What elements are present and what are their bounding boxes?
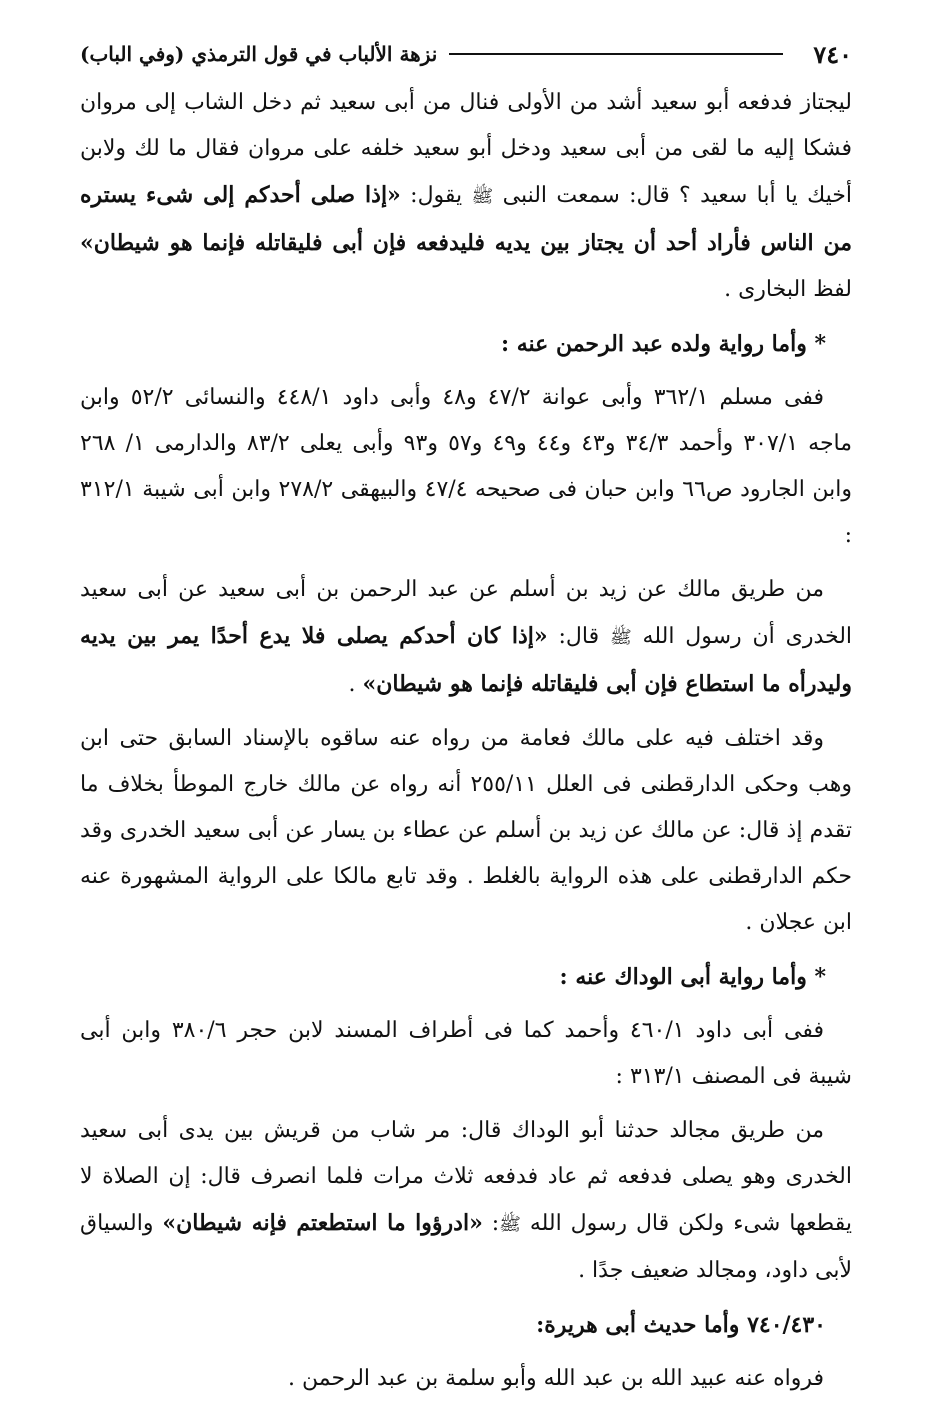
section-heading-abu-alwaddak: * وأما رواية أبى الوداك عنه : bbox=[559, 964, 826, 990]
paragraph-5: ففى أبى داود ٤٦٠/١ وأحمد كما فى أطراف المسند لابن حجر ٣٨٠/٦ وابن أبى شيبة فى المصنف ٣١٣/١ : bbox=[80, 1018, 852, 1089]
p1-text-2: يقول: bbox=[400, 183, 472, 208]
section-heading-abu-hurayra: ٧٤٠/٤٣٠ وأما حديث أبى هريرة: bbox=[536, 1312, 826, 1338]
paragraph-4: وقد اختلف فيه على مالك فعامة من رواه عنه ساقوه بالإسناد السابق حتى ابن وهب وحكى الدارقطنى فى العلل ٢٥٥/١١ أنه رواه عن مالك خارج الموطأ بخلاف ما تقدم إذ قال: عن مالك عن زيد بن أسلم عن عطاء بن يسار عن أبى سعيد الخدرى وقد حكم الدارقطنى على هذه الرواية بالغلط . وقد تابع مالكا على الرواية المشهورة عنه ابن عجلان . bbox=[80, 726, 852, 935]
p3-text-2: قال: bbox=[547, 624, 610, 649]
p1-text-3: لفظ البخارى . bbox=[724, 277, 852, 302]
page-body bbox=[80, 80, 852, 1410]
running-header bbox=[80, 34, 852, 74]
header-title: نزهة الألباب في قول الترمذي (وفي الباب) bbox=[80, 42, 438, 66]
salawat-glyph: ﷺ bbox=[471, 186, 494, 207]
page-number: ٧٤٠ bbox=[813, 39, 852, 69]
hadith-quote-3: «ادرؤوا ما استطعتم فإنه شيطان» bbox=[162, 1210, 483, 1236]
p1-text-1: ليجتاز فدفعه أبو سعيد أشد من الأولى فنال من أبى سعيد ثم دخل الشاب إلى مروان فشكا إليه ما لقى من أبى سعيد ودخل أبو سعيد خلفه على مروان فقال ما لك ولابن أخيك يا أبا سعيد ؟ قال: سمعت النبى bbox=[80, 90, 852, 208]
paragraph-6 bbox=[80, 1108, 852, 1294]
salawat-glyph: ﷺ bbox=[609, 627, 632, 648]
salawat-glyph: ﷺ bbox=[499, 1214, 521, 1235]
hadith-quote-1: «إذا صلى أحدكم إلى شىء يستره من الناس فأراد أحد أن يجتاز بين يديه فليدفعه فإن أبى فليقاتله فإنما هو شيطان» bbox=[80, 182, 852, 256]
paragraph-7: فرواه عنه عبيد الله بن عبد الله وأبو سلمة بن عبد الرحمن . bbox=[288, 1366, 824, 1391]
p6-text-3: والسياق لأبى داود، ومجالد ضعيف جدًا . bbox=[80, 1211, 852, 1283]
p6-text-2: : bbox=[482, 1211, 500, 1236]
hadith-quote-2: «إذا كان أحدكم يصلى فلا يدع أحدًا يمر بين يديه وليدرأه ما استطاع فإن أبى فليقاتله فإنما هو شيطان» bbox=[80, 623, 852, 697]
p6-text-1: من طريق مجالد حدثنا أبو الوداك قال: مر شاب من قريش بين يدى أبى سعيد الخدرى وهو يصلى فدفعه ثم عاد فدفعه ثلاث مرات فلما انصرف قال: إن الصلاة لا يقطعها شىء ولكن قال رسول الله bbox=[80, 1118, 852, 1236]
paragraph-1 bbox=[80, 80, 852, 313]
section-heading-abdulrahman: * وأما رواية ولده عبد الرحمن عنه : bbox=[500, 331, 826, 357]
p3-text-1: من طريق مالك عن زيد بن أسلم عن عبد الرحمن بن أبى سعيد عن أبى سعيد الخدرى أن رسول الله bbox=[80, 577, 853, 649]
header-rule bbox=[449, 53, 783, 55]
paragraph-2: ففى مسلم ٣٦٢/١ وأبى عوانة ٤٧/٢ و٤٨ وأبى داود ٤٤٨/١ والنسائى ٥٢/٢ وابن ماجه ٣٠٧/١ وأحمد ٣٤/٣ و٤٣ و٤٤ و٤٩ و٥٧ و٩٣ وأبى يعلى ٨٣/٢ والدارمى ١/ ٢٦٨ وابن الجارود ص٦٦ وابن حبان فى صحيحه ٤٧/٤ والبيهقى ٢٧٨/٢ وابن أبى شيبة ٣١٢/١ : bbox=[80, 385, 853, 548]
p3-text-3: . bbox=[348, 672, 363, 697]
paragraph-3 bbox=[80, 567, 852, 708]
